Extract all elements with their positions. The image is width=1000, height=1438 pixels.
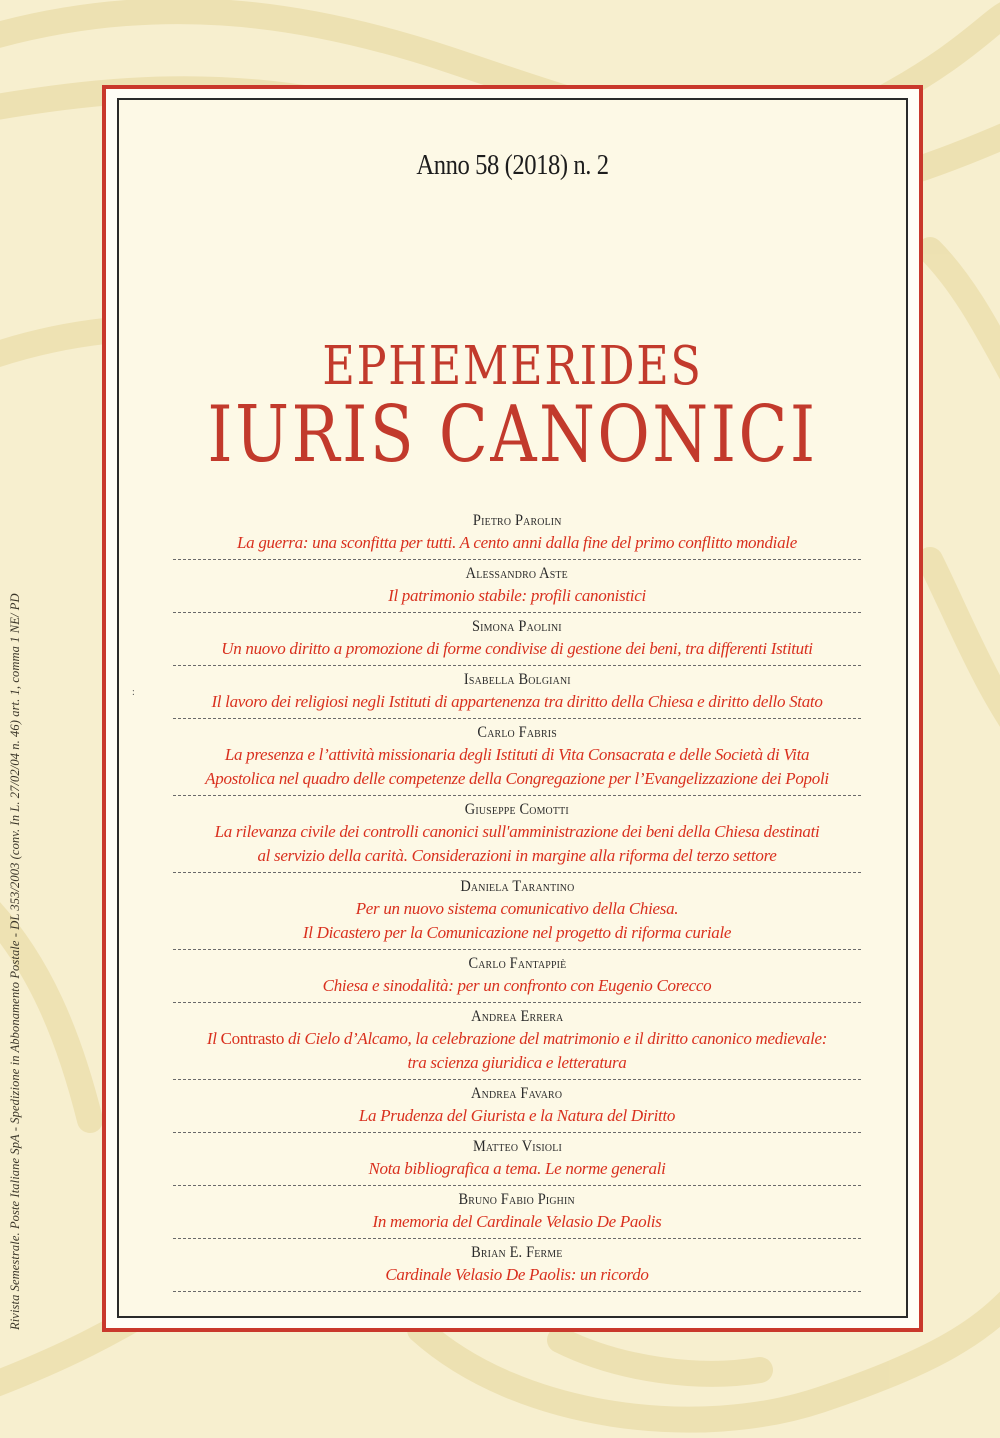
toc-title[interactable]: La guerra: una sconfitta per tutti. A cento anni dalla fine del primo conflitto mondiale	[237, 533, 797, 552]
toc-author: Giuseppe Comotti	[464, 801, 570, 818]
toc-title-roman-word: Contrasto	[220, 1029, 285, 1048]
table-of-contents	[173, 507, 861, 1292]
spine-postal-notice: Rivista Semestrale. Poste Italiane SpA - Spedizione in Abbonamento Postale - DL 353/2003 (conv. In L. 27/02/04 n. 46) art. 1, comma 1 NE/ PD	[8, 593, 22, 1330]
toc-title[interactable]: Chiesa e sinodalità: per un confronto con Eugenio Corecco	[322, 976, 712, 995]
toc-author: Carlo Fantappiè	[468, 955, 566, 972]
toc-title[interactable]: Un nuovo diritto a promozione di forme condivise di gestione dei beni, tra differenti Istituti	[221, 639, 813, 658]
issue-number: Anno 58 (2018) n. 2	[416, 150, 609, 181]
toc-title[interactable]: Nota bibliografica a tema. Le norme generali	[368, 1159, 666, 1178]
toc-entry	[173, 1080, 861, 1133]
cover-frame-black	[117, 98, 908, 1318]
toc-author: Andrea Errera	[470, 1008, 564, 1025]
toc-title[interactable]: Cardinale Velasio De Paolis: un ricordo	[385, 1265, 649, 1284]
toc-entry	[173, 1239, 861, 1292]
toc-author: Matteo Visioli	[472, 1138, 562, 1155]
toc-entry	[173, 796, 861, 873]
toc-title[interactable]: Il Contrasto di Cielo d’Alcamo, la celebrazione del matrimonio e il diritto canonico medievale: tra scienza giuridica e letteratura	[206, 1029, 828, 1072]
toc-author: Bruno Fabio Pighin	[458, 1191, 576, 1208]
journal-title-line-1: EPHEMERIDES	[322, 336, 703, 397]
toc-title[interactable]: Per un nuovo sistema comunicativo della Chiesa. Il Dicastero per la Comunicazione nel progetto di riforma curiale	[302, 899, 732, 942]
toc-entry	[173, 1003, 861, 1080]
toc-entry	[173, 507, 861, 560]
toc-entry	[173, 560, 861, 613]
toc-entry	[173, 1133, 861, 1186]
toc-entry	[173, 666, 861, 719]
toc-author: Carlo Fabris	[477, 724, 557, 741]
toc-author: Simona Paolini	[472, 618, 562, 635]
stray-mark: :	[132, 687, 135, 698]
toc-author: Brian E. Ferme	[471, 1244, 563, 1261]
toc-title[interactable]: La rilevanza civile dei controlli canonici sull'amministrazione dei beni della Chiesa destinati al servizio della carità. Considerazioni in margine alla riforma del terzo settore	[214, 822, 820, 865]
toc-title[interactable]: Il lavoro dei religiosi negli Istituti di appartenenza tra diritto della Chiesa e diritto dello Stato	[211, 692, 823, 711]
toc-entry	[173, 873, 861, 950]
toc-entry	[173, 950, 861, 1003]
toc-entry	[173, 719, 861, 796]
toc-author: Daniela Tarantino	[459, 878, 575, 895]
journal-title-line-2: IURIS CANONICI	[207, 390, 818, 480]
toc-author: Alessandro Aste	[465, 565, 569, 582]
toc-author: Pietro Parolin	[472, 512, 562, 529]
toc-author: Isabella Bolgiani	[463, 671, 571, 688]
toc-title[interactable]: La presenza e l’attività missionaria degli Istituti di Vita Consacrata e delle Società di Vita Apostolica nel quadro delle competenze della Congregazione per l’Evangelizzazione dei Popoli	[205, 745, 829, 788]
toc-entry	[173, 613, 861, 666]
toc-author: Andrea Favaro	[471, 1085, 563, 1102]
cover-frame-red	[102, 85, 923, 1332]
toc-title[interactable]: Il patrimonio stabile: profili canonistici	[388, 586, 646, 605]
toc-title[interactable]: In memoria del Cardinale Velasio De Paolis	[372, 1212, 662, 1231]
toc-entry	[173, 1186, 861, 1239]
toc-title[interactable]: La Prudenza del Giurista e la Natura del Diritto	[358, 1106, 676, 1125]
